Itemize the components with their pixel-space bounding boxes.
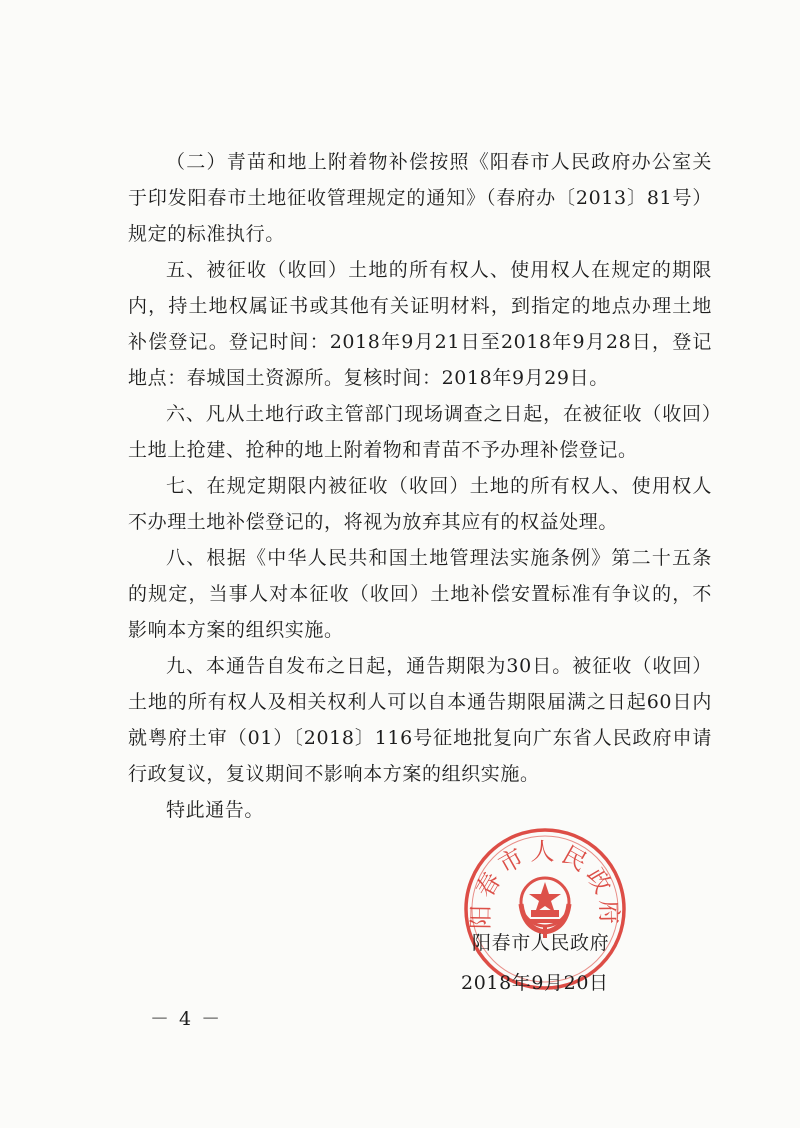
issue-date: 2018年9月20日 — [461, 972, 609, 994]
paragraph-waiver: 七、在规定期限内被征收（收回）土地的所有权人、使用权人不办理土地补偿登记的，将视为放弃其应有的权益处理。 — [128, 475, 712, 533]
page-number: － 4 － — [150, 1008, 223, 1030]
paragraph-closing: 特此通告。 — [166, 799, 265, 821]
paragraph-seedling-compensation: （二）青苗和地上附着物补偿按照《阳春市人民政府办公室关于印发阳春市土地征收管理规定的通知》（春府办〔2013〕81号）规定的标准执行。 — [128, 151, 712, 245]
paragraph-no-registration: 六、凡从土地行政主管部门现场调查之日起，在被征收（收回）土地上抢建、抢种的地上附着物和青苗不予办理补偿登记。 — [128, 403, 712, 461]
paragraph-dispute: 八、根据《中华人民共和国土地管理法实施条例》第二十五条的规定，当事人对本征收（收回）土地补偿安置标准有争议的，不影响本方案的组织实施。 — [128, 547, 712, 641]
notice-body — [128, 144, 712, 828]
issuer-signature: 阳春市人民政府 — [472, 932, 610, 954]
seal-text: 阳春市人民政府 — [466, 837, 624, 930]
paragraph-registration: 五、被征收（收回）土地的所有权人、使用权人在规定的期限内，持土地权属证书或其他有关证明材料，到指定的地点办理土地补偿登记。登记时间：2018年9月21日至2018年9月28日，登记地点：春城国土资源所。复核时间：2018年9月29日。 — [128, 259, 712, 389]
paragraph-notice-period: 九、本通告自发布之日起，通告期限为30日。被征收（收回）土地的所有权人及相关权利人可以自本通告期限届满之日起60日内就粤府土审（01）〔2018〕116号征地批复向广东省人民政府申请行政复议，复议期间不影响本方案的组织实施。 — [128, 655, 712, 785]
